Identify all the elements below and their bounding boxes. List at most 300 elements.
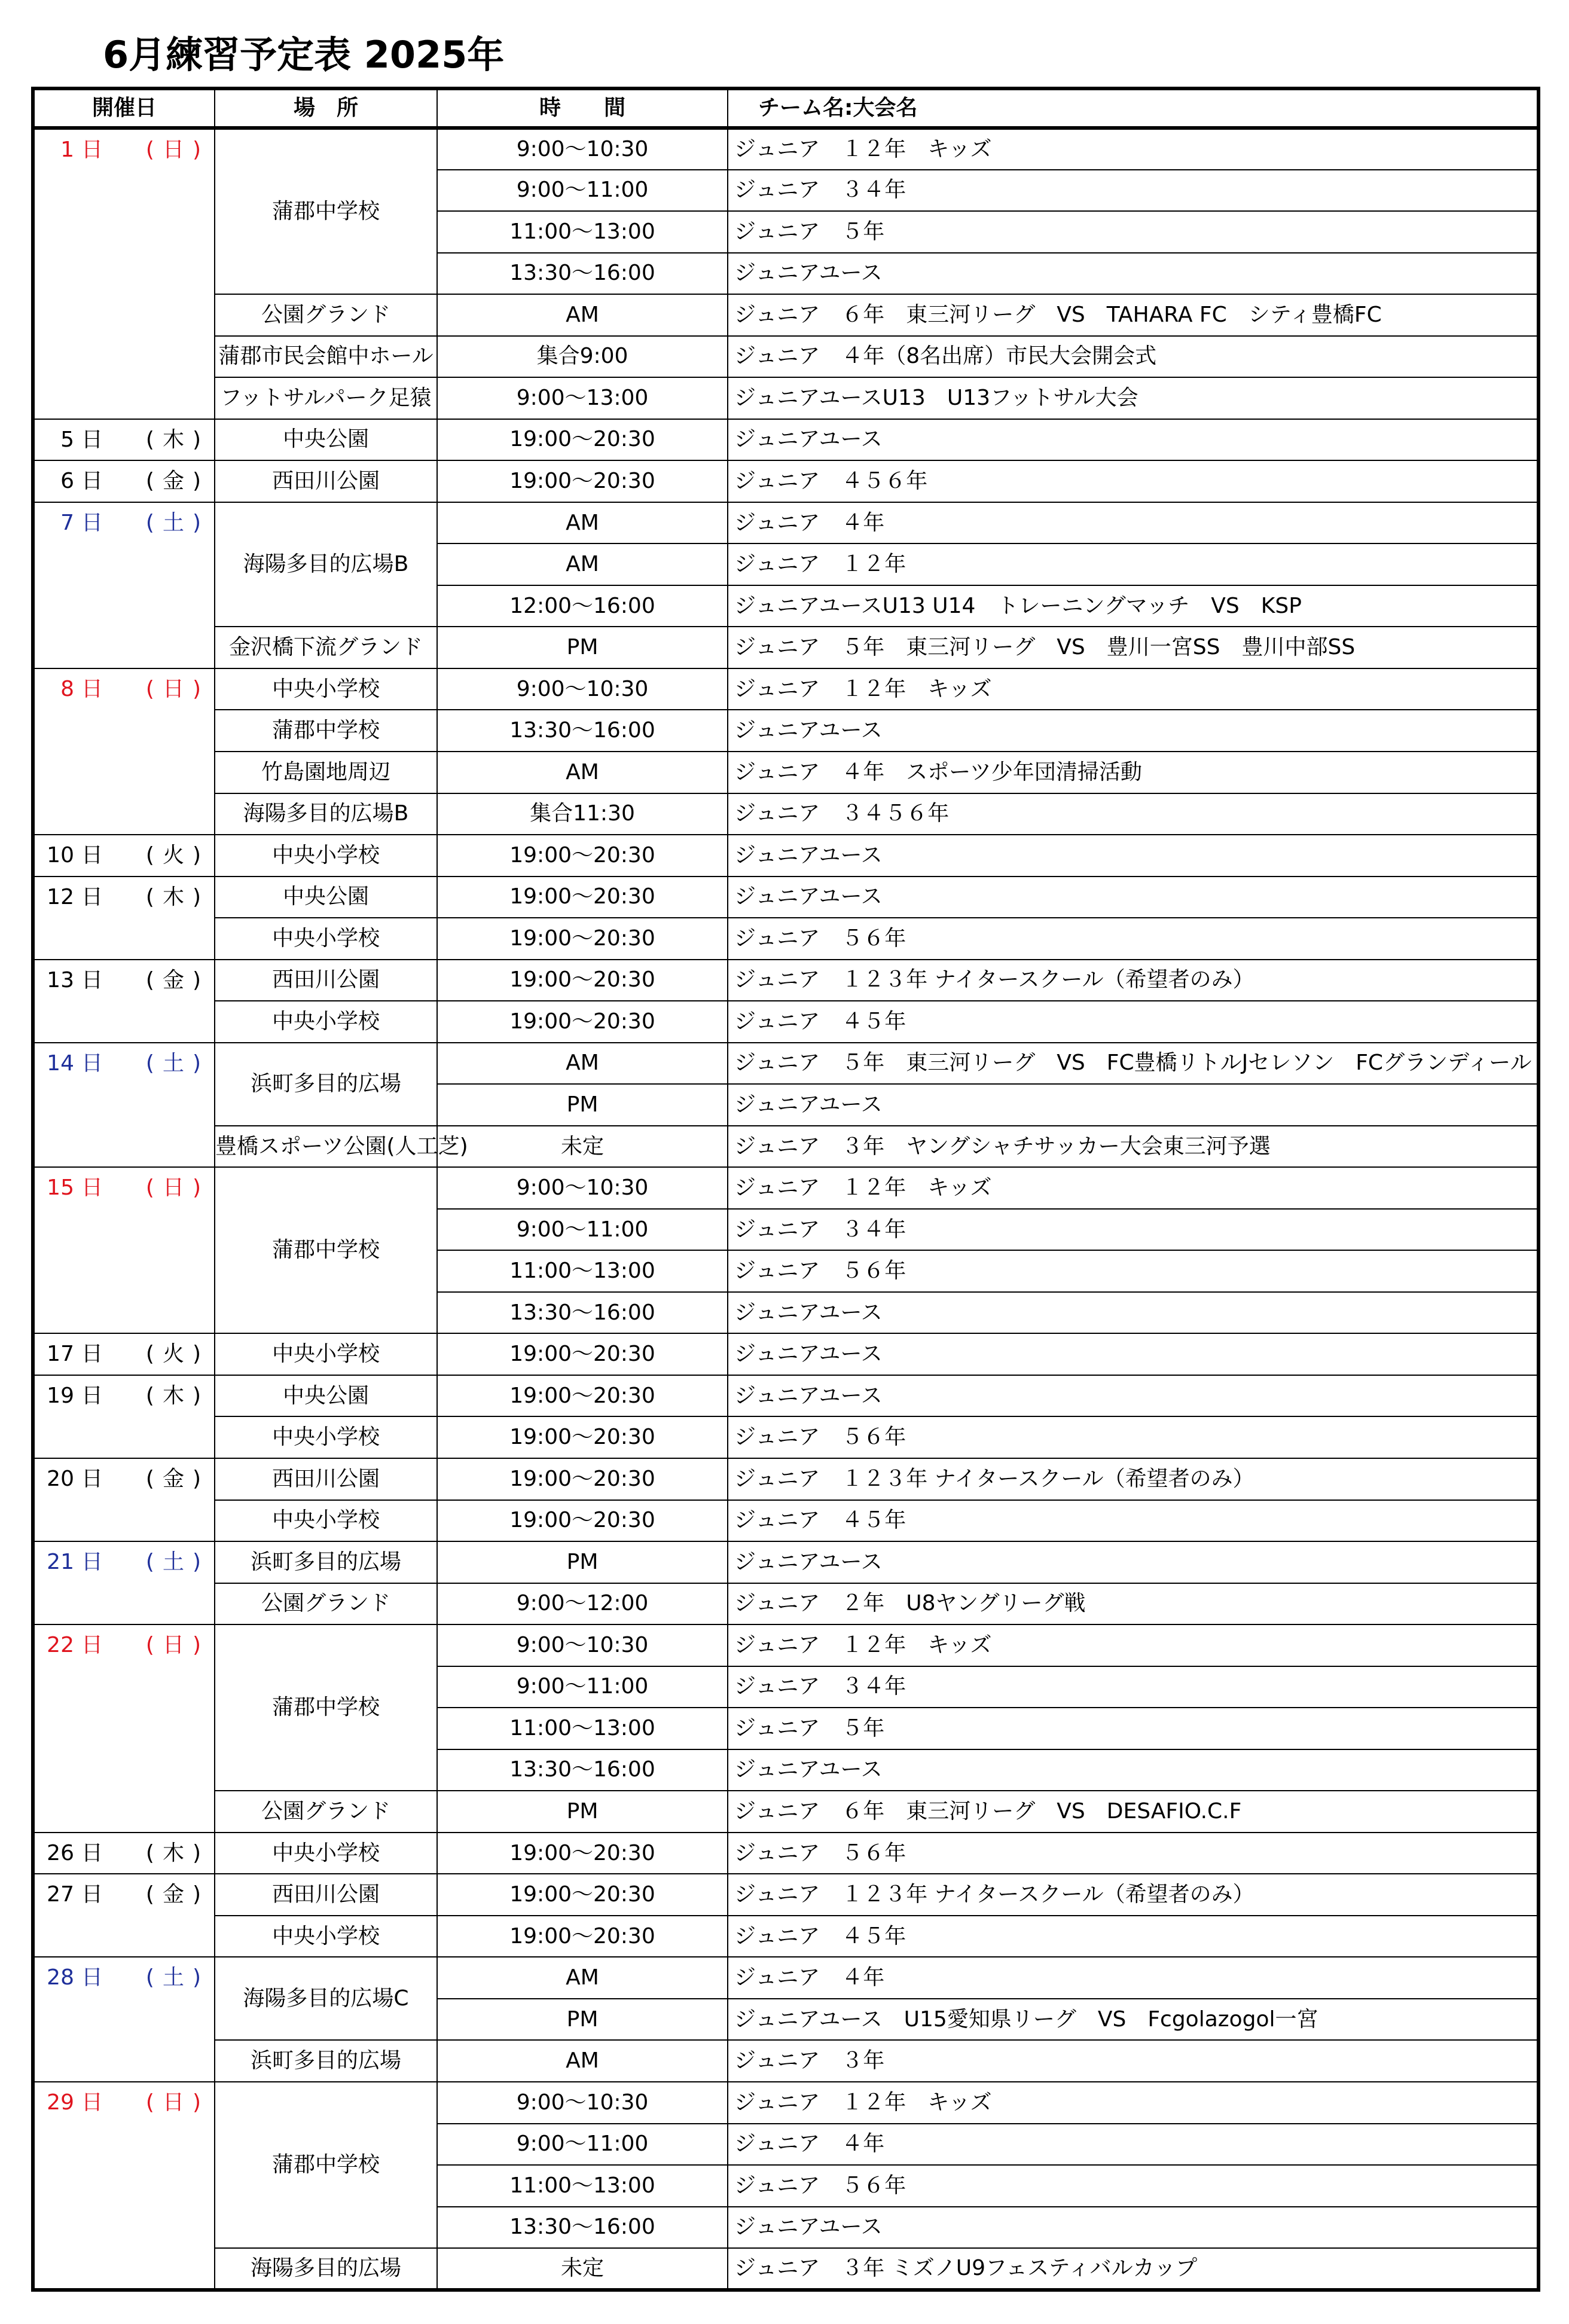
date-left	[43, 1552, 103, 1573]
date-right	[146, 1343, 201, 1365]
paren-close: )	[192, 138, 201, 162]
time-cell: 13:30～16:00	[437, 253, 728, 295]
date-left	[43, 1884, 103, 1905]
team-cell: ジュニア １２年 キッズ	[728, 1624, 1539, 1666]
place-cell: 中央小学校	[215, 1001, 437, 1043]
date-right	[146, 139, 201, 161]
team-cell: ジュニア １２年 キッズ	[728, 1167, 1539, 1209]
place-cell: 中央公園	[215, 1375, 437, 1417]
table-row	[33, 918, 1539, 960]
team-cell: ジュニア ５６年	[728, 2165, 1539, 2207]
date-cell	[33, 460, 215, 502]
table-row	[33, 1874, 1539, 1916]
place-cell: 公園グランド	[215, 1791, 437, 1833]
time-cell: 9:00～10:30	[437, 128, 728, 170]
team-cell: ジュニア ３年 ミズノU9フェスティバルカップ	[728, 2248, 1539, 2290]
time-cell: AM	[437, 543, 728, 585]
date-label	[35, 1385, 214, 1407]
table-row	[33, 1043, 1539, 1085]
day-number: 19	[47, 1383, 74, 1408]
time-cell: AM	[437, 294, 728, 336]
place-cell: 中央小学校	[215, 1916, 437, 1957]
team-cell: ジュニア ４５年	[728, 1500, 1539, 1542]
date-cell	[33, 1375, 215, 1458]
table-row	[33, 128, 1539, 170]
paren-open: (	[145, 1383, 154, 1408]
paren-open: (	[145, 1050, 154, 1076]
weekday: 木	[162, 427, 184, 452]
date-cell	[33, 877, 215, 960]
place-cell: 浜町多目的広場	[215, 1043, 437, 1126]
date-right	[146, 1468, 201, 1490]
team-cell: ジュニア ６年 東三河リーグ VS DESAFIO.C.F	[728, 1791, 1539, 1833]
team-cell: ジュニア ４年	[728, 502, 1539, 544]
date-label	[35, 1468, 214, 1490]
weekday: 火	[162, 1342, 184, 1367]
paren-open: (	[145, 1633, 154, 1658]
paren-open: (	[145, 1550, 154, 1575]
date-left	[43, 1385, 103, 1407]
day-unit: 日	[81, 967, 103, 992]
team-cell: ジュニアユース	[728, 1749, 1539, 1791]
table-row	[33, 294, 1539, 336]
paren-close: )	[192, 843, 201, 868]
day-unit: 日	[81, 1342, 103, 1367]
paren-open: (	[145, 967, 154, 992]
time-cell: 9:00～11:00	[437, 1666, 728, 1708]
day-unit: 日	[81, 1840, 103, 1865]
place-cell: 浜町多目的広場	[215, 2040, 437, 2082]
header-date: 開催日	[33, 88, 215, 128]
paren-close: )	[192, 510, 201, 535]
day-number: 5	[60, 427, 74, 452]
day-unit: 日	[81, 1882, 103, 1907]
day-number: 14	[47, 1050, 74, 1076]
place-cell: 竹島園地周辺	[215, 752, 437, 793]
paren-close: )	[192, 676, 201, 701]
date-left	[43, 1840, 103, 1865]
date-cell	[33, 1833, 215, 1874]
team-cell: ジュニア ５年	[728, 211, 1539, 253]
table-row	[33, 336, 1539, 378]
table-row	[33, 2082, 1539, 2124]
date-label	[35, 429, 214, 451]
place-cell: 中央小学校	[215, 1333, 437, 1375]
time-cell: AM	[437, 1043, 728, 1085]
team-cell: ジュニア ４５年	[728, 1001, 1539, 1043]
team-cell: ジュニアユース	[728, 710, 1539, 752]
time-cell: 19:00～20:30	[437, 1916, 728, 1957]
date-label	[35, 139, 214, 161]
table-row	[33, 1416, 1539, 1458]
day-unit: 日	[81, 884, 103, 909]
header-place: 場 所	[215, 88, 437, 128]
day-unit: 日	[81, 510, 103, 535]
team-cell: ジュニアユース	[728, 2207, 1539, 2249]
date-cell	[33, 1624, 215, 1833]
table-row	[33, 2040, 1539, 2082]
team-cell: ジュニアユース U15愛知県リーグ VS Fcgolazogol一宮	[728, 1999, 1539, 2041]
team-cell: ジュニアユース	[728, 835, 1539, 877]
date-label	[35, 884, 214, 909]
team-cell: ジュニアユース	[728, 877, 1539, 918]
paren-close: )	[192, 967, 201, 992]
team-cell: ジュニアユース	[728, 1292, 1539, 1334]
place-cell: 中央小学校	[215, 668, 437, 710]
day-unit: 日	[81, 676, 103, 701]
team-cell: ジュニア ５年	[728, 1708, 1539, 1749]
place-cell: 豊橋スポーツ公園(人工芝)	[215, 1126, 437, 1168]
date-left	[43, 1967, 103, 1989]
date-label	[35, 1884, 214, 1905]
paren-open: (	[145, 1467, 154, 1491]
date-right	[146, 471, 201, 492]
time-cell: 集合9:00	[437, 336, 728, 378]
day-number: 10	[47, 843, 74, 868]
table-row	[33, 793, 1539, 835]
weekday: 金	[162, 469, 184, 494]
place-cell: 海陽多目的広場B	[215, 502, 437, 627]
weekday: 日	[162, 676, 184, 701]
day-unit: 日	[81, 1467, 103, 1491]
date-label	[35, 967, 214, 992]
place-cell: 蒲郡中学校	[215, 128, 437, 294]
day-number: 15	[47, 1175, 74, 1201]
table-row	[33, 1624, 1539, 1666]
schedule-body	[33, 128, 1539, 2290]
paren-open: (	[145, 676, 154, 701]
paren-open: (	[145, 1882, 154, 1907]
date-cell	[33, 835, 215, 877]
weekday: 金	[162, 1467, 184, 1491]
paren-close: )	[192, 1050, 201, 1076]
date-left	[43, 1050, 103, 1076]
header-team: チーム名:大会名	[728, 88, 1539, 128]
date-left	[43, 1468, 103, 1490]
day-number: 27	[47, 1882, 74, 1907]
date-right	[145, 1050, 201, 1076]
time-cell: 19:00～20:30	[437, 1874, 728, 1916]
date-right	[146, 1967, 201, 1989]
day-number: 17	[47, 1342, 74, 1367]
weekday: 土	[162, 1965, 184, 1990]
date-label	[35, 471, 214, 492]
table-row	[33, 1833, 1539, 1874]
date-label	[35, 845, 214, 866]
team-cell: ジュニアユース	[728, 1375, 1539, 1417]
team-cell: ジュニア ４年 スポーツ少年団清掃活動	[728, 752, 1539, 793]
paren-open: (	[145, 1342, 154, 1367]
place-cell: 蒲郡市民会館中ホール	[215, 336, 437, 378]
weekday: 日	[162, 2090, 184, 2115]
date-cell	[33, 1167, 215, 1333]
paren-open: (	[145, 1965, 154, 1990]
date-left	[43, 884, 103, 909]
date-left	[43, 512, 103, 534]
place-cell: 中央小学校	[215, 1500, 437, 1542]
paren-open: (	[145, 469, 154, 494]
table-row	[33, 377, 1539, 419]
day-number: 21	[47, 1550, 74, 1575]
paren-close: )	[192, 1175, 201, 1201]
team-cell: ジュニア １２３年 ナイタースクール（希望者のみ）	[728, 1874, 1539, 1916]
paren-open: (	[145, 843, 154, 868]
table-row	[33, 1458, 1539, 1500]
table-row	[33, 502, 1539, 544]
paren-open: (	[145, 1840, 154, 1865]
table-row	[33, 960, 1539, 1001]
day-number: 26	[47, 1840, 74, 1865]
paren-open: (	[145, 1175, 154, 1201]
place-cell: 公園グランド	[215, 294, 437, 336]
time-cell: 19:00～20:30	[437, 1833, 728, 1874]
team-cell: ジュニア ５６年	[728, 1833, 1539, 1874]
paren-close: )	[192, 1342, 201, 1367]
paren-close: )	[192, 1633, 201, 1658]
time-cell: 19:00～20:30	[437, 1458, 728, 1500]
date-label	[35, 1050, 214, 1076]
table-row	[33, 419, 1539, 461]
date-left	[43, 1635, 103, 1656]
date-cell	[33, 1541, 215, 1624]
place-cell: 西田川公園	[215, 1874, 437, 1916]
time-cell: PM	[437, 1541, 728, 1583]
paren-close: )	[192, 2090, 201, 2115]
date-right	[145, 884, 201, 909]
day-number: 13	[47, 967, 74, 992]
paren-close: )	[192, 1882, 201, 1907]
place-cell: フットサルパーク足猿	[215, 377, 437, 419]
team-cell: ジュニア １２年	[728, 543, 1539, 585]
time-cell: 19:00～20:30	[437, 1375, 728, 1417]
day-number: 20	[47, 1467, 74, 1491]
time-cell: 9:00～10:30	[437, 1167, 728, 1209]
day-unit: 日	[81, 427, 103, 452]
date-left	[43, 1177, 103, 1199]
date-label	[35, 1840, 214, 1865]
date-label	[35, 512, 214, 534]
team-cell: ジュニアユース	[728, 253, 1539, 295]
time-cell: 19:00～20:30	[437, 835, 728, 877]
date-cell	[33, 1458, 215, 1541]
team-cell: ジュニア １２３年 ナイタースクール（希望者のみ）	[728, 1458, 1539, 1500]
team-cell: ジュニアユース	[728, 1541, 1539, 1583]
team-cell: ジュニア ４５６年	[728, 460, 1539, 502]
table-row	[33, 2248, 1539, 2290]
time-cell: 19:00～20:30	[437, 877, 728, 918]
team-cell: ジュニア １２年 キッズ	[728, 668, 1539, 710]
paren-open: (	[145, 510, 154, 535]
paren-close: )	[192, 884, 201, 909]
place-cell: 浜町多目的広場	[215, 1541, 437, 1583]
team-cell: ジュニア １２３年 ナイタースクール（希望者のみ）	[728, 960, 1539, 1001]
date-left	[43, 1343, 103, 1365]
date-right	[146, 1884, 201, 1905]
date-right	[146, 1635, 201, 1656]
table-row	[33, 1167, 1539, 1209]
team-cell: ジュニア ５６年	[728, 918, 1539, 960]
paren-close: )	[192, 1840, 201, 1865]
date-left	[43, 139, 103, 161]
table-row	[33, 627, 1539, 668]
place-cell: 西田川公園	[215, 960, 437, 1001]
page-title: 6月練習予定表 2025年	[103, 33, 505, 77]
day-number: 29	[47, 2090, 74, 2115]
date-cell	[33, 502, 215, 668]
place-cell: 海陽多目的広場C	[215, 1957, 437, 2040]
date-left	[43, 2092, 103, 2114]
table-row	[33, 752, 1539, 793]
day-unit: 日	[81, 1633, 103, 1658]
place-cell: 蒲郡中学校	[215, 2082, 437, 2248]
place-cell: 中央小学校	[215, 1833, 437, 1874]
day-number: 6	[60, 469, 74, 494]
time-cell: 12:00～16:00	[437, 585, 728, 627]
paren-close: )	[192, 469, 201, 494]
table-row	[33, 877, 1539, 918]
paren-close: )	[192, 1467, 201, 1491]
paren-close: )	[192, 427, 201, 452]
schedule-table	[31, 87, 1540, 2292]
weekday: 火	[162, 843, 184, 868]
team-cell: ジュニア ４年	[728, 1957, 1539, 1999]
date-cell	[33, 960, 215, 1043]
day-unit: 日	[81, 1965, 103, 1990]
date-cell	[33, 1043, 215, 1168]
weekday: 土	[162, 510, 184, 535]
paren-open: (	[145, 138, 154, 162]
team-cell: ジュニア ３４５６年	[728, 793, 1539, 835]
time-cell: 9:00～11:00	[437, 1209, 728, 1251]
table-row	[33, 668, 1539, 710]
time-cell: 13:30～16:00	[437, 2207, 728, 2249]
header-row	[33, 88, 1539, 128]
time-cell: 19:00～20:30	[437, 460, 728, 502]
paren-close: )	[192, 1965, 201, 1990]
team-cell: ジュニア １２年 キッズ	[728, 2082, 1539, 2124]
day-unit: 日	[81, 843, 103, 868]
table-row	[33, 1126, 1539, 1168]
date-cell	[33, 128, 215, 419]
date-right	[145, 676, 201, 701]
paren-close: )	[192, 1383, 201, 1408]
time-cell: PM	[437, 1999, 728, 2041]
team-cell: ジュニア ５年 東三河リーグ VS 豊川一宮SS 豊川中部SS	[728, 627, 1539, 668]
table-row	[33, 1583, 1539, 1625]
time-cell: AM	[437, 2040, 728, 2082]
place-cell: 西田川公園	[215, 460, 437, 502]
time-cell: PM	[437, 627, 728, 668]
team-cell: ジュニア ３４年	[728, 1209, 1539, 1251]
day-unit: 日	[81, 1550, 103, 1575]
time-cell: 11:00～13:00	[437, 2165, 728, 2207]
table-row	[33, 835, 1539, 877]
place-cell: 海陽多目的広場B	[215, 793, 437, 835]
weekday: 金	[162, 967, 184, 992]
time-cell: 19:00～20:30	[437, 419, 728, 461]
day-unit: 日	[81, 1175, 103, 1201]
time-cell: AM	[437, 1957, 728, 1999]
time-cell: 9:00～12:00	[437, 1583, 728, 1625]
date-right	[146, 512, 201, 534]
date-label	[35, 1177, 214, 1199]
date-left	[43, 471, 103, 492]
time-cell: 13:30～16:00	[437, 1292, 728, 1334]
team-cell: ジュニアユース	[728, 419, 1539, 461]
date-cell	[33, 1333, 215, 1375]
team-cell: ジュニア ５６年	[728, 1250, 1539, 1292]
time-cell: 13:30～16:00	[437, 710, 728, 752]
time-cell: 未定	[437, 2248, 728, 2290]
day-number: 22	[47, 1633, 74, 1658]
team-cell: ジュニア １２年 キッズ	[728, 128, 1539, 170]
weekday: 土	[162, 1550, 184, 1575]
date-label	[35, 1343, 214, 1365]
time-cell: 19:00～20:30	[437, 1001, 728, 1043]
table-row	[33, 1916, 1539, 1957]
time-cell: 11:00～13:00	[437, 211, 728, 253]
date-label	[35, 1967, 214, 1989]
date-label	[35, 676, 214, 701]
paren-open: (	[145, 2090, 154, 2115]
date-right	[146, 2092, 201, 2114]
time-cell: 未定	[437, 1126, 728, 1168]
weekday: 日	[162, 1175, 184, 1201]
day-unit: 日	[81, 1050, 103, 1076]
time-cell: PM	[437, 1084, 728, 1126]
day-number: 1	[60, 138, 74, 162]
time-cell: AM	[437, 752, 728, 793]
weekday: 木	[162, 884, 184, 909]
time-cell: PM	[437, 1791, 728, 1833]
header-time: 時 間	[437, 88, 728, 128]
paren-open: (	[145, 884, 154, 909]
date-cell	[33, 1957, 215, 2082]
weekday: 土	[162, 1050, 184, 1076]
place-cell: 金沢橋下流グランド	[215, 627, 437, 668]
time-cell: 11:00～13:00	[437, 1708, 728, 1749]
place-cell: 蒲郡中学校	[215, 710, 437, 752]
day-unit: 日	[81, 138, 103, 162]
date-cell	[33, 2082, 215, 2290]
date-right	[146, 845, 201, 866]
time-cell: 9:00～13:00	[437, 377, 728, 419]
place-cell: 中央公園	[215, 877, 437, 918]
day-number: 8	[60, 676, 74, 701]
weekday: 金	[162, 1882, 184, 1907]
place-cell: 中央小学校	[215, 918, 437, 960]
team-cell: ジュニアユースU13 U14 トレーニングマッチ VS KSP	[728, 585, 1539, 627]
time-cell: 19:00～20:30	[437, 1500, 728, 1542]
table-row	[33, 1001, 1539, 1043]
team-cell: ジュニア ３年 ヤングシャチサッカー大会東三河予選	[728, 1126, 1539, 1168]
team-cell: ジュニアユース	[728, 1333, 1539, 1375]
date-label	[35, 2092, 214, 2114]
table-row	[33, 1333, 1539, 1375]
table-row	[33, 460, 1539, 502]
date-cell	[33, 419, 215, 461]
time-cell: 11:00～13:00	[437, 1250, 728, 1292]
team-cell: ジュニア ４年（8名出席）市民大会開会式	[728, 336, 1539, 378]
time-cell: 9:00～10:30	[437, 2082, 728, 2124]
date-right	[146, 1177, 201, 1199]
team-cell: ジュニア ３４年	[728, 1666, 1539, 1708]
table-row	[33, 1791, 1539, 1833]
team-cell: ジュニア ５年 東三河リーグ VS FC豊橋リトルJセレソン FCグランディール	[728, 1043, 1539, 1085]
place-cell: 中央小学校	[215, 1416, 437, 1458]
date-cell	[33, 668, 215, 835]
time-cell: 9:00～10:30	[437, 1624, 728, 1666]
